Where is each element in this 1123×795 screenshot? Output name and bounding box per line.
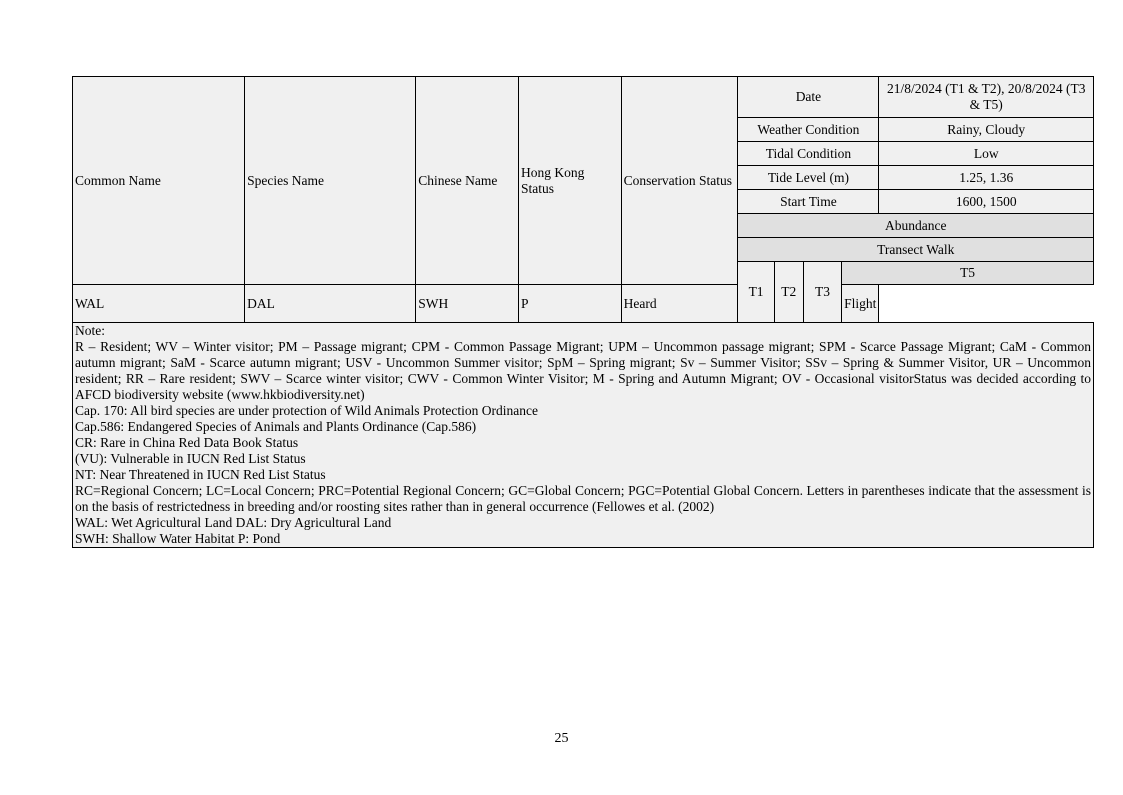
header-hk-status: Hong Kong Status [518, 77, 621, 285]
info-label-tidal: Tidal Condition [738, 142, 879, 166]
note-status-codes: R – Resident; WV – Winter visitor; PM – Passage migrant; CPM - Common Passage Migrant; UPM – Uncommon passage migrant; SPM - Scarce Passage Migrant; CaM - Common autumn migrant; SaM - Scarce autumn migrant; USV - Uncommon Summer visitor; SpM – Spring migrant; Sv – Summer Visitor; SSv – Spring & Summer Visitor, UR – Uncommon resident; RR – Rare resident; SWV – Scarce winter visitor; CWV - Common Winter Visitor; M - Spring and Autumn Migrant; OV - Occasional visitorStatus was decided according to AFCD biodiversity website (www.hkbiodiversity.net) [75, 339, 1091, 402]
transect-t5: T5 [842, 262, 1094, 285]
t5-col-heard: Heard [621, 285, 738, 323]
t5-col-wal: WAL [73, 285, 245, 323]
page-number: 25 [554, 731, 569, 746]
survey-table [72, 76, 1094, 548]
t5-col-swh: SWH [416, 285, 519, 323]
note-cap170: Cap. 170: All bird species are under protection of Wild Animals Protection Ordinance [75, 403, 538, 418]
note-cap586: Cap.586: Endangered Species of Animals and Plants Ordinance (Cap.586) [75, 419, 477, 434]
t5-col-flight: Flight [842, 285, 879, 323]
header-species-name: Species Name [245, 77, 416, 285]
transect-t2: T2 [774, 262, 803, 323]
header-chinese-name: Chinese Name [416, 77, 519, 285]
info-label-date: Date [738, 77, 879, 118]
info-label-start-time: Start Time [738, 190, 879, 214]
header-common-name: Common Name [73, 77, 245, 285]
info-value-tide-level: 1.25, 1.36 [879, 166, 1094, 190]
note-nt: NT: Near Threatened in IUCN Red List Status [75, 467, 326, 482]
abundance-header: Abundance [738, 214, 1094, 238]
t5-col-dal: DAL [245, 285, 416, 323]
t5-col-p: P [518, 285, 621, 323]
note-wal-dal: WAL: Wet Agricultural Land DAL: Dry Agricultural Land [75, 515, 392, 530]
note-vu: (VU): Vulnerable in IUCN Red List Status [75, 451, 306, 466]
transect-t1: T1 [738, 262, 774, 323]
transect-t3: T3 [803, 262, 841, 323]
info-label-tide-level: Tide Level (m) [738, 166, 879, 190]
header-conservation-status: Conservation Status [621, 77, 738, 285]
transect-walk-header: Transect Walk [738, 238, 1094, 262]
info-value-tidal: Low [879, 142, 1094, 166]
info-value-date: 21/8/2024 (T1 & T2), 20/8/2024 (T3 & T5) [879, 77, 1094, 118]
info-label-weather: Weather Condition [738, 118, 879, 142]
note-cr: CR: Rare in China Red Data Book Status [75, 435, 299, 450]
notes-section [73, 323, 1094, 548]
notes-title: Note: [75, 323, 105, 338]
info-value-start-time: 1600, 1500 [879, 190, 1094, 214]
note-swh-p: SWH: Shallow Water Habitat P: Pond [75, 531, 281, 546]
note-concern-codes: RC=Regional Concern; LC=Local Concern; PRC=Potential Regional Concern; GC=Global Concern; PGC=Potential Global Concern. Letters in parentheses indicate that the assessment is on the basis of restrictedness in breeding and/or roosting sites rather than in general occurrence (Fellowes et al. (2002) [75, 483, 1091, 514]
info-value-weather: Rainy, Cloudy [879, 118, 1094, 142]
